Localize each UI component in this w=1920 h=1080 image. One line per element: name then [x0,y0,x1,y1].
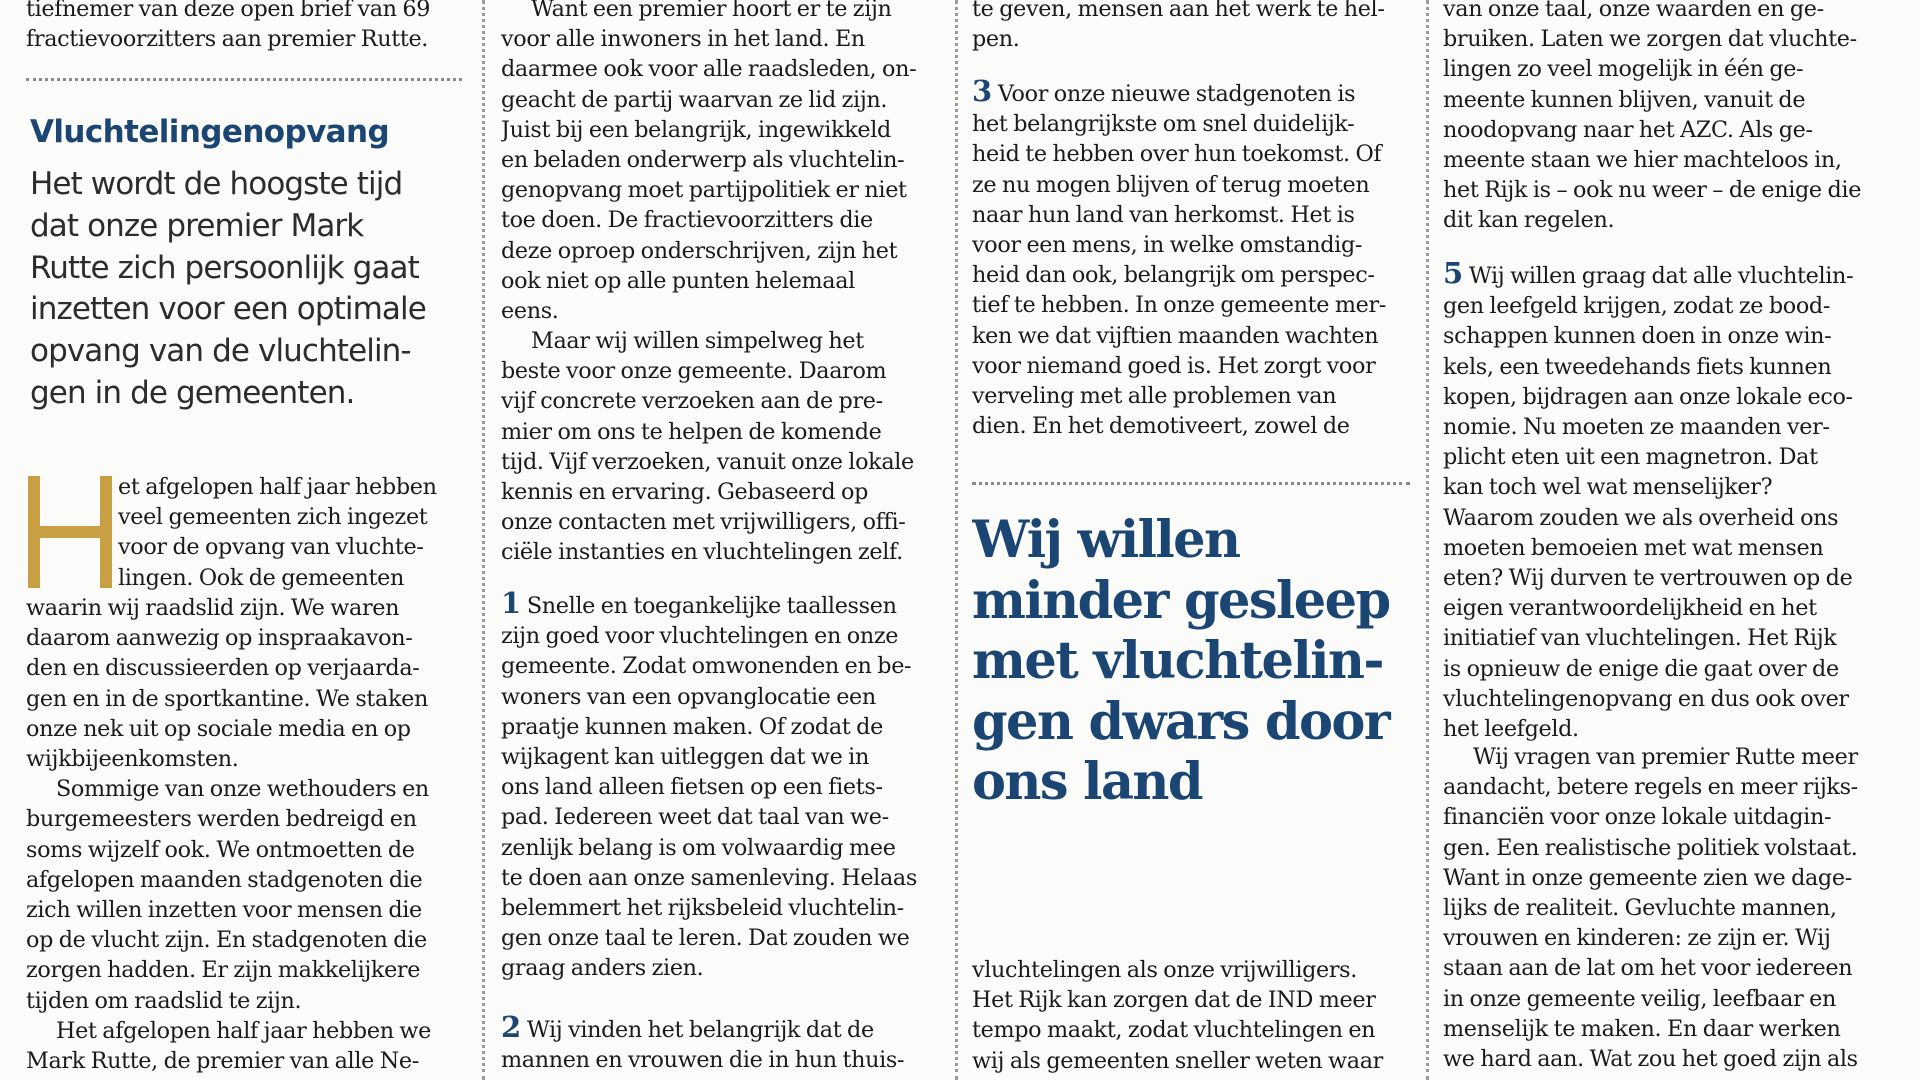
text-line: Want in onze gemeente zien we dage- [1443,864,1852,891]
text-line: lijks de realiteit. Gevluchte mannen, [1443,895,1837,922]
text-line: lingen. Ook de gemeenten [118,564,404,591]
text-line: voor een mens, in welke omstandig- [972,232,1363,259]
text-line: tijden om raadslid te zijn. [26,987,302,1014]
text-line: kan toch wel wat menselijker? [1443,474,1773,501]
point-1 [501,588,943,984]
text-line: aandacht, betere regels en meer rijks- [1443,774,1858,801]
text-line: beste voor onze gemeente. Daarom [501,358,887,385]
text-line: op de vlucht zijn. En stadgenoten die [26,927,427,954]
text-line: mier om ons te helpen de komende [501,418,882,445]
text-line: waarin wij raadslid zijn. We waren [26,595,400,621]
drop-cap-h [28,476,112,588]
text-line: we hard aan. Wat zou het goed zijn als [1443,1046,1858,1073]
text-line: ons land [972,752,1202,812]
text-line: het Rijk is – ook nu weer – de enige die [1443,177,1862,204]
text-line: Rutte zich persoonlijk gaat [30,249,419,286]
text-line: noodopvang naar het AZC. Als ge- [1443,116,1813,143]
text-line: pen. [972,26,1020,53]
text-line: zorgen hadden. Er zijn makkelijkere [26,957,421,984]
text-line: opvang van de vluchtelin- [30,333,411,370]
text-line: meente staan we hier machteloos in, [1443,147,1842,174]
text-line: burgemeesters werden bedreigd en [26,806,417,833]
text-line: Mark Rutte, de premier van alle Ne- [26,1048,419,1075]
text-line: voor niemand goed is. Het zorgt voor [972,352,1376,379]
section-lede [30,164,462,415]
text-line: ook niet op alle punten helemaal [501,267,855,294]
text-line: heid te hebben over hun toekomst. Of [972,141,1382,168]
text-line: schappen kunnen doen in onze win- [1443,323,1832,350]
paragraph-1 [1443,0,1898,236]
text-line: Het afgelopen half jaar hebben we [56,1017,432,1044]
text-line: eigen verantwoordelijkheid en het [1443,595,1817,622]
text-line: Juist bij een belangrijk, ingewikkeld [501,116,891,143]
text-line: Waarom zouden we als overheid ons [1443,504,1839,531]
article-column-3 [972,0,1410,1080]
paragraph-1 [501,0,943,326]
text-line: is opnieuw de enige die gaat over de [1443,655,1839,682]
article-column-1 [26,0,462,1080]
text-line: lingen zo veel mogelijk in één ge- [1443,56,1804,83]
text-line: daarmee ook voor alle raadsleden, on- [501,56,917,83]
text-line: onze contacten met vrijwilligers, offi- [501,509,906,536]
text-line: gen. Een realistische politiek volstaat. [1443,834,1858,861]
text-line: 2 Wij vinden het belangrijk dat de [501,1010,874,1044]
text-line: et afgelopen half jaar hebben [118,474,437,500]
text-line: met vluchtelin- [972,631,1383,691]
text-line: naar hun land van herkomst. Het is [972,201,1355,228]
text-line: kennis en ervaring. Gebaseerd op [501,479,868,506]
text-line: zijn goed voor vluchtelingen en onze [501,623,899,650]
text-line: tiefnemer van deze open brief van 69 [26,0,431,22]
text-line: mannen en vrouwen die in hun thuis- [501,1047,905,1074]
text-line: in onze gemeente veilig, leefbaar en [1443,985,1836,1012]
text-line: 3 Voor onze nieuwe stadgenoten is [972,74,1356,108]
text-line: belemmert het rijksbeleid vluchtelin- [501,895,904,922]
text-line: vrouwen en kinderen: ze zijn er. Wij [1443,925,1831,952]
section-title: Vluchtelingenopvang [30,114,390,150]
text-line: inzetten voor een optimale [30,291,426,328]
text-line: praatje kunnen maken. Of zodat de [501,713,883,740]
text-line: kels, een tweedehands fiets kunnen [1443,353,1832,380]
top-text [972,0,1410,54]
text-line: deze oproep onderschrijven, zijn het [501,237,898,264]
text-line: dat onze premier Mark [30,207,364,244]
text-line: Maar wij willen simpelweg het [531,328,864,354]
text-line: vluchtelingen als onze vrijwilligers. [972,957,1358,983]
text-line: gen onze taal te leren. Dat zouden we [501,925,910,952]
point-5 [1443,258,1898,744]
text-line: voor alle inwoners in het land. En [501,26,865,53]
text-line: Want een premier hoort er te zijn [531,0,892,22]
text-line: ons land alleen fietsen op een fiets- [501,774,883,801]
text-line: Wij vragen van premier Rutte meer [1473,744,1858,770]
pullquote-divider [972,482,1410,485]
text-line: dit kan regelen. [1443,207,1615,234]
text-line: bruiken. Laten we zorgen dat vluchte- [1443,26,1857,53]
paragraph-2 [501,326,943,568]
text-line: zenlijk belang is om volwaardig mee [501,834,896,861]
text-line: graag anders zien. [501,955,704,982]
text-line: Sommige van onze wethouders en [56,776,429,803]
section-divider [26,78,462,81]
point-number: 3 [972,74,992,108]
text-line: den en discussieerden op verjaarda- [26,655,420,682]
text-line: ze nu mogen blijven of terug moeten [972,171,1370,198]
text-line: genopvang moet partijpolitiek er niet [501,177,907,204]
text-line: van onze taal, onze waarden en ge- [1443,0,1824,22]
text-line: gen dwars door [972,691,1390,752]
text-line: staan aan de lat om het voor iedereen [1443,955,1853,982]
point-number: 5 [1443,256,1463,290]
text-line: vluchtelingenopvang en dus ook over [1443,685,1849,712]
text-line: dien. En het demotiveert, zowel de [972,413,1350,440]
text-line: woners van een opvanglocatie een [501,683,876,710]
text-line: gen in de gemeenten. [30,374,355,411]
text-line: Het Rijk kan zorgen dat de IND meer [972,987,1376,1014]
text-line: toe doen. De fractievoorzitters die [501,207,873,234]
article-column-4 [1443,0,1898,1080]
text-line: meente kunnen blijven, vanuit de [1443,86,1806,113]
text-line: wij als gemeenten sneller weten waar [972,1047,1383,1074]
text-line: zich willen inzetten voor mensen die [26,897,422,924]
text-line: gemeente. Zodat omwonenden en be- [501,653,912,680]
text-line: pad. Iedereen weet dat taal van we- [501,804,889,831]
text-line: soms wijzelf ook. We ontmoetten de [26,836,415,863]
text-line: het belangrijkste om snel duidelijk- [972,111,1355,138]
point-number: 1 [501,586,521,620]
text-line: veel gemeenten zich ingezet [118,504,428,531]
text-line: plicht eten uit een magnetron. Dat [1443,444,1818,471]
text-line: wijkagent kan uitleggen dat we in [501,744,869,771]
pull-quote [972,510,1390,813]
text-line: eten? Wij durven te vertrouwen op de [1443,565,1853,592]
closing-paragraph [1443,742,1898,1074]
text-line: en beladen onderwerp als vluchtelin- [501,147,905,174]
text-line: moeten bemoeien met wat mensen [1443,534,1824,561]
text-line: wijkbijeenkomsten. [26,746,239,773]
text-line: minder gesleep [972,570,1390,631]
text-line: tief te hebben. In onze gemeente mer- [972,292,1386,319]
text-line: heid dan ook, belangrijk om perspec- [972,262,1375,289]
text-line: tijd. Vijf verzoeken, vanuit onze lokale [501,448,914,475]
dropcap-paragraph [118,472,462,593]
top-text [26,0,462,54]
text-line: te doen aan onze samenleving. Helaas [501,864,917,891]
text-line: 5 Wij willen graag dat alle vluchtelin- [1443,256,1854,290]
text-line: afgelopen maanden stadgenoten die [26,866,423,893]
text-line: menselijk te maken. En daar werken [1443,1015,1841,1042]
text-line: daarom aanwezig op inspraakavon- [26,625,413,652]
text-line: kopen, bijdragen aan onze lokale eco- [1443,383,1853,410]
text-line: ciële instanties en vluchtelingen zelf. [501,539,903,566]
text-line: voor de opvang van vluchte- [118,534,424,561]
text-line: het leefgeld. [1443,716,1579,743]
text-line: Het wordt de hoogste tijd [30,166,403,202]
text-line: 1 Snelle en toegankelijke taallessen [501,586,897,620]
text-line: gen leefgeld krijgen, zodat ze bood- [1443,293,1831,320]
bottom-text [972,955,1410,1076]
body-text [26,593,462,1076]
text-line: Wij willen [972,510,1240,570]
text-line: financiën voor onze lokale uitdagin- [1443,804,1832,831]
text-line: verveling met alle problemen van [972,383,1337,410]
point-number: 2 [501,1010,521,1044]
text-line: tempo maakt, zodat vluchtelingen en [972,1017,1376,1044]
text-line: geacht de partij waarvan ze lid zijn. [501,86,888,113]
text-line: initiatief van vluchtelingen. Het Rijk [1443,625,1837,652]
text-line: ken we dat vijftien maanden wachten [972,322,1379,349]
text-line: te geven, mensen aan het werk te hel- [972,0,1385,22]
point-2 [501,1012,943,1075]
text-line: onze nek uit op sociale media en op [26,715,411,742]
text-line: gen en in de sportkantine. We staken [26,685,428,712]
text-line: fractievoorzitters aan premier Rutte. [26,26,429,53]
text-line: nomie. Nu moeten ze maanden ver- [1443,414,1830,441]
article-column-2 [501,0,943,1080]
point-3 [972,76,1410,441]
text-line: vijf concrete verzoeken aan de pre- [501,388,883,415]
text-line: eens. [501,298,559,325]
